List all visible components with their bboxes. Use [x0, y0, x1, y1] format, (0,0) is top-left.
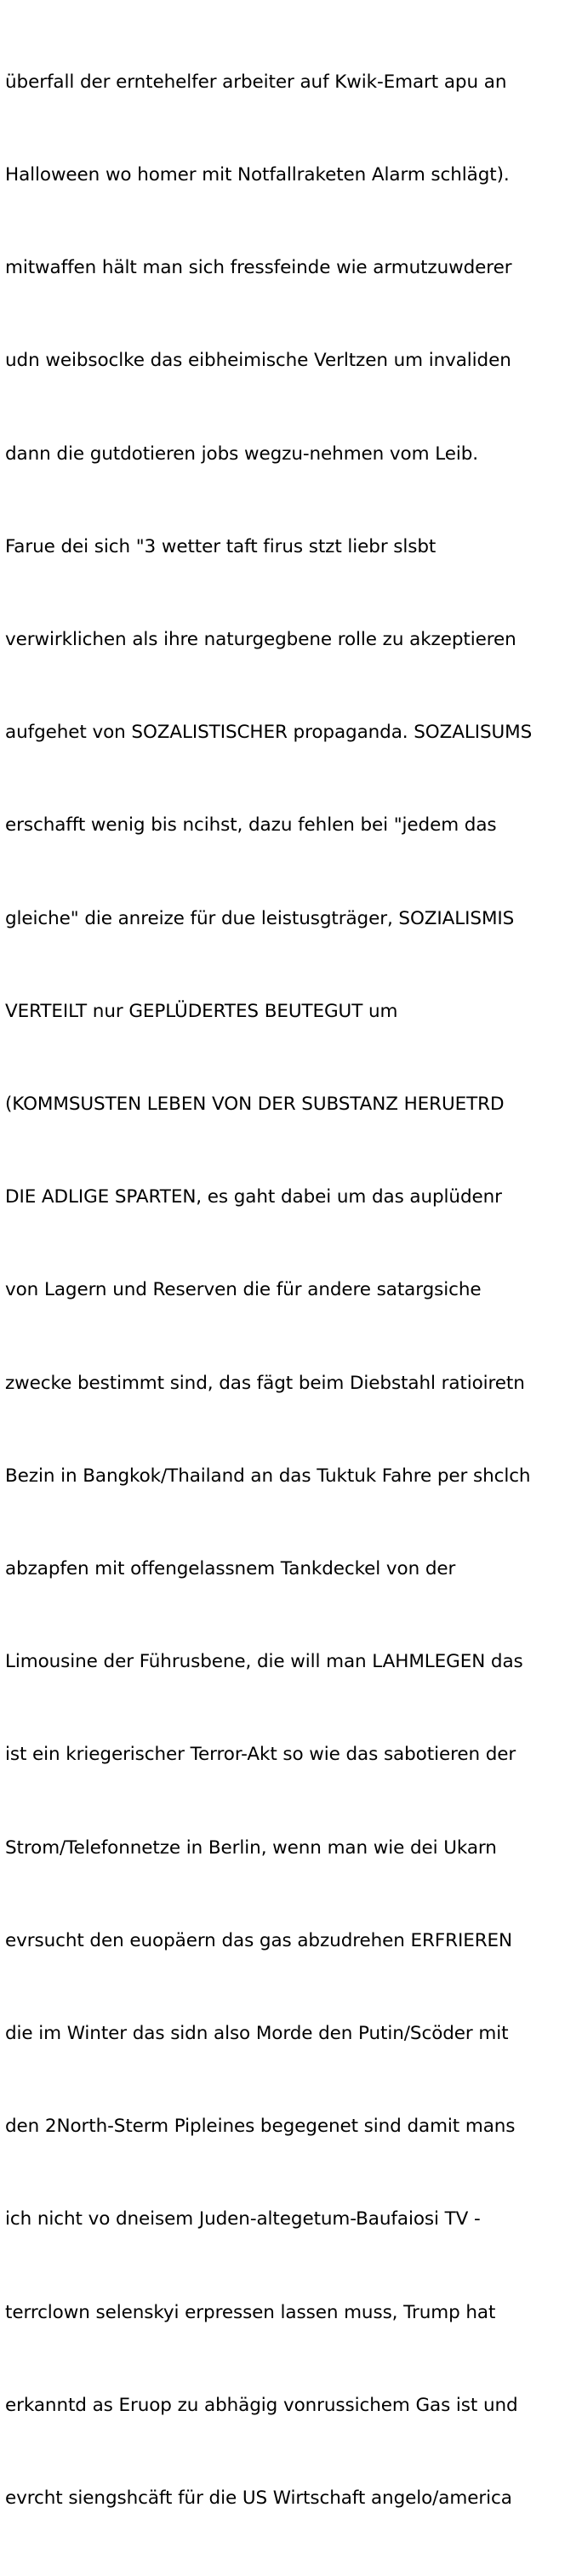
text-line: zwecke bestimmt sind, das fägt beim Diebstahl ratioiretn — [5, 1372, 525, 1394]
text-line: DIE ADLIGE SPARTEN, es gaht dabei um das auplüdenr — [5, 1186, 502, 1208]
text-line: von Lagern und Reserven die für andere satargsiche — [5, 1279, 482, 1301]
text-line: udn weibsoclke das eibheimische Verltzen um invaliden — [5, 350, 511, 372]
document-text-block — [5, 5, 579, 2576]
text-line: erkanntd as Eruop zu abhägig vonrussichem Gas ist und — [5, 2394, 518, 2416]
text-line: Farue dei sich "3 wetter taft firus stzt liebr slsbt — [5, 535, 436, 557]
text-line: die im Winter das sidn also Morde den Putin/Scöder mit — [5, 2023, 509, 2045]
text-line: mitwaffen hält man sich fressfeinde wie armutzuwderer — [5, 257, 512, 279]
text-line: gleiche" die anreize für due leistusgträger, SOZIALISMIS — [5, 907, 515, 929]
text-line: den 2North-Sterm Pipleines begegenet sind damit mans — [5, 2116, 516, 2138]
text-line: ist ein kriegerischer Terror-Akt so wie das sabotieren der — [5, 1744, 516, 1766]
text-line: abzapfen mit offengelassnem Tankdeckel von der — [5, 1558, 456, 1580]
text-line: terrclown selenskyi erpressen lassen muss, Trump hat — [5, 2301, 496, 2323]
text-line: aufgehet von SOZALISTISCHER propaganda. SOZALISUMS — [5, 722, 533, 744]
text-line: VERTEILT nur GEPLÜDERTES BEUTEGUT um — [5, 1000, 398, 1022]
text-line: dann die gutdotieren jobs wegzu-nehmen vom Leib. — [5, 443, 478, 465]
text-line: Strom/Telefonnetze in Berlin, wenn man wie dei Ukarn — [5, 1836, 497, 1859]
text-line: ich nicht vo dneisem Juden-altegetum-Baufaiosi TV - — [5, 2208, 481, 2230]
text-line: verwirklichen als ihre naturgegbene rolle zu akzeptieren — [5, 629, 516, 651]
text-line: erschafft wenig bis ncihst, dazu fehlen bei "jedem das — [5, 814, 497, 837]
text-line: evrsucht den euopäern das gas abzudrehen ERFRIEREN — [5, 1929, 513, 1951]
text-line: Limousine der Führusbene, die will man LAHMLEGEN das — [5, 1651, 523, 1673]
text-line: (KOMMSUSTEN LEBEN VON DER SUBSTANZ HERUETRD — [5, 1094, 505, 1116]
text-line: überfall der erntehelfer arbeiter auf Kwik-Emart apu an — [5, 71, 507, 93]
text-line: Halloween wo homer mit Notfallraketen Alarm schlägt). — [5, 164, 510, 186]
text-line: evrcht siengshcäft für die US Wirtschaft angelo/america — [5, 2487, 512, 2510]
text-line: Bezin in Bangkok/Thailand an das Tuktuk Fahre per shclch — [5, 1465, 531, 1487]
